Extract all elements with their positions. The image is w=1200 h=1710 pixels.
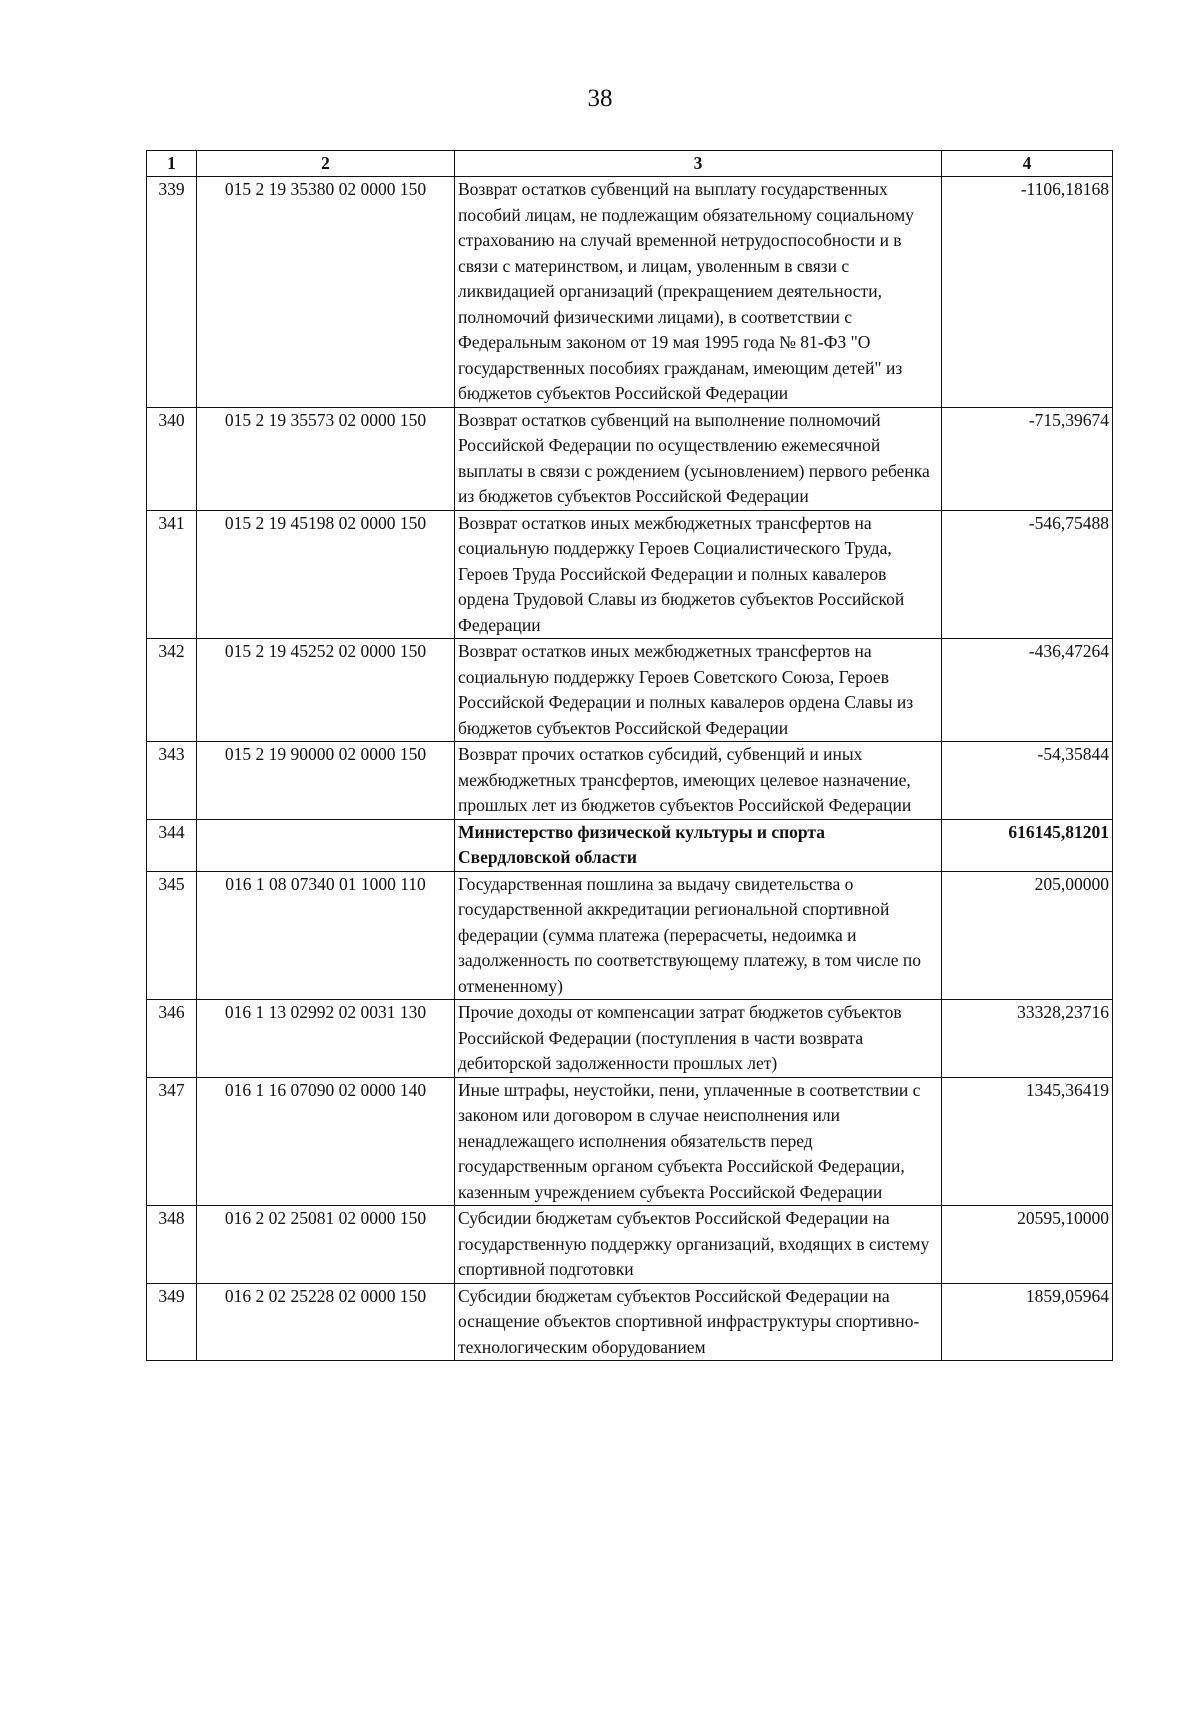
budget-code <box>197 819 455 871</box>
table-row <box>147 1283 1113 1361</box>
item-name: Возврат остатков иных межбюджетных трансфертов на социальную поддержку Героев Советского Союза, Героев Российской Федерации и полных кавалеров ордена Славы из бюджетов субъектов Российской Федерации <box>455 639 942 742</box>
row-number: 345 <box>147 871 197 1000</box>
budget-code: 016 2 02 25228 02 0000 150 <box>197 1283 455 1361</box>
item-sum: 1859,05964 <box>942 1283 1113 1361</box>
column-header-code: 2 <box>197 151 455 177</box>
item-sum: -436,47264 <box>942 639 1113 742</box>
column-header-name: 3 <box>455 151 942 177</box>
table-row <box>147 1077 1113 1206</box>
column-header-number: 1 <box>147 151 197 177</box>
row-number: 344 <box>147 819 197 871</box>
item-name: Субсидии бюджетам субъектов Российской Федерации на государственную поддержку организаций, входящих в систему спортивной подготовки <box>455 1206 942 1284</box>
table-row <box>147 871 1113 1000</box>
row-number: 339 <box>147 177 197 408</box>
table-row <box>147 177 1113 408</box>
budget-code: 016 2 02 25081 02 0000 150 <box>197 1206 455 1284</box>
item-name: Иные штрафы, неустойки, пени, уплаченные в соответствии с законом или договором в случае неисполнения или ненадлежащего исполнения обязательств перед государственным органом субъекта Российской Федерации, казенным учреждением субъекта Российской Федерации <box>455 1077 942 1206</box>
budget-code: 015 2 19 35573 02 0000 150 <box>197 407 455 510</box>
item-sum: -715,39674 <box>942 407 1113 510</box>
item-sum: 1345,36419 <box>942 1077 1113 1206</box>
table-row <box>147 742 1113 820</box>
budget-code: 016 1 08 07340 01 1000 110 <box>197 871 455 1000</box>
row-number: 343 <box>147 742 197 820</box>
ministry-total-sum: 616145,81201 <box>942 819 1113 871</box>
item-sum: 20595,10000 <box>942 1206 1113 1284</box>
item-sum: -1106,18168 <box>942 177 1113 408</box>
row-number: 341 <box>147 510 197 639</box>
row-number: 348 <box>147 1206 197 1284</box>
table-row <box>147 407 1113 510</box>
column-header-sum: 4 <box>942 151 1113 177</box>
ministry-name: Министерство физической культуры и спорта Свердловской области <box>455 819 942 871</box>
item-name: Возврат остатков субвенций на выполнение полномочий Российской Федерации по осуществлению ежемесячной выплаты в связи с рождением (усыновлением) первого ребенка из бюджетов субъектов Российской Федерации <box>455 407 942 510</box>
page-number: 38 <box>587 85 613 112</box>
table-row <box>147 639 1113 742</box>
item-sum: -546,75488 <box>942 510 1113 639</box>
item-sum: 205,00000 <box>942 871 1113 1000</box>
table-row <box>147 510 1113 639</box>
budget-code: 015 2 19 35380 02 0000 150 <box>197 177 455 408</box>
item-name: Возврат прочих остатков субсидий, субвенций и иных межбюджетных трансфертов, имеющих целевое назначение, прошлых лет из бюджетов субъектов Российской Федерации <box>455 742 942 820</box>
row-number: 340 <box>147 407 197 510</box>
revenue-table <box>146 150 1113 1361</box>
item-name: Субсидии бюджетам субъектов Российской Федерации на оснащение объектов спортивной инфраструктуры спортивно-технологическим оборудованием <box>455 1283 942 1361</box>
row-number: 349 <box>147 1283 197 1361</box>
table-header-row <box>147 151 1113 177</box>
row-number: 346 <box>147 1000 197 1078</box>
item-name: Прочие доходы от компенсации затрат бюджетов субъектов Российской Федерации (поступления в части возврата дебиторской задолженности прошлых лет) <box>455 1000 942 1078</box>
row-number: 347 <box>147 1077 197 1206</box>
table-row <box>147 1206 1113 1284</box>
item-name: Государственная пошлина за выдачу свидетельства о государственной аккредитации региональной спортивной федерации (сумма платежа (перерасчеты, недоимка и задолженность по соответствующему платежу, в том числе по отмененному) <box>455 871 942 1000</box>
table-row <box>147 1000 1113 1078</box>
item-name: Возврат остатков иных межбюджетных трансфертов на социальную поддержку Героев Социалистического Труда, Героев Труда Российской Федерации и полных кавалеров ордена Трудовой Славы из бюджетов субъектов Российской Федерации <box>455 510 942 639</box>
item-sum: 33328,23716 <box>942 1000 1113 1078</box>
table-row-ministry-header <box>147 819 1113 871</box>
item-sum: -54,35844 <box>942 742 1113 820</box>
budget-code: 015 2 19 45198 02 0000 150 <box>197 510 455 639</box>
item-name: Возврат остатков субвенций на выплату государственных пособий лицам, не подлежащим обязательному социальному страхованию на случай временной нетрудоспособности и в связи с материнством, и лицам, уволенным в связи с ликвидацией организаций (прекращением деятельности, полномочий физическими лицами), в соответствии с Федеральным законом от 19 мая 1995 года № 81-ФЗ "О государственных пособиях гражданам, имеющим детей" из бюджетов субъектов Российской Федерации <box>455 177 942 408</box>
budget-code: 015 2 19 45252 02 0000 150 <box>197 639 455 742</box>
row-number: 342 <box>147 639 197 742</box>
budget-code: 016 1 13 02992 02 0031 130 <box>197 1000 455 1078</box>
budget-code: 015 2 19 90000 02 0000 150 <box>197 742 455 820</box>
budget-code: 016 1 16 07090 02 0000 140 <box>197 1077 455 1206</box>
